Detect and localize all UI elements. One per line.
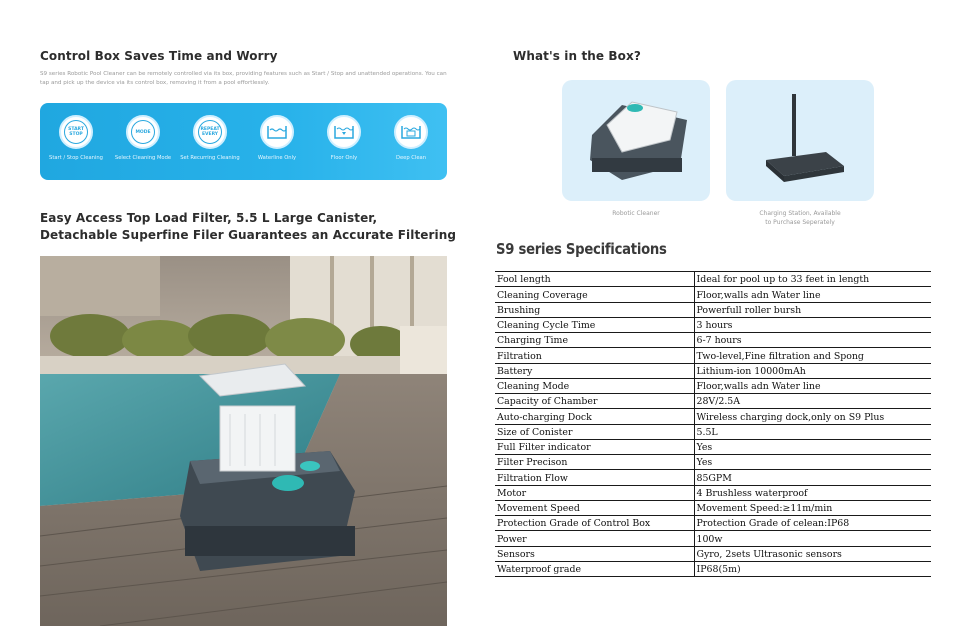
table-row — [495, 272, 931, 287]
spec-value: 28V/2.5A — [694, 394, 931, 409]
spec-key: Filter Precison — [495, 455, 694, 470]
pool-robot-photo — [40, 256, 447, 626]
table-row — [495, 439, 931, 454]
feature-label: Waterline Only — [257, 155, 297, 161]
power-icon: START STOP — [59, 115, 93, 149]
spec-value: Yes — [694, 439, 931, 454]
spec-value: Gyro, 2sets Ultrasonic sensors — [694, 546, 931, 561]
feature-label: Select Cleaning Mode — [114, 155, 172, 161]
control-box-title: Control Box Saves Time and Worry — [40, 49, 278, 63]
spec-value: Movement Speed:≥11m/min — [694, 500, 931, 515]
repeat-icon: REPEAT EVERY — [193, 115, 227, 149]
filter-title-line1: Easy Access Top Load Filter, 5.5 L Large Canister, — [40, 211, 378, 225]
spec-value: 6-7 hours — [694, 333, 931, 348]
spec-key: Sensors — [495, 546, 694, 561]
waterline-icon — [260, 115, 294, 149]
control-box-description: S9 series Robotic Pool Cleaner can be remotely controlled via its box, providing features such as Start / Stop and unattended operations. You can tap and pick up the device via its control box, removing it from a pool effortlessly. — [40, 71, 447, 86]
table-row — [495, 516, 931, 531]
spec-key: Cleaning Mode — [495, 378, 694, 393]
table-row — [495, 500, 931, 515]
mode-icon: MODE — [126, 115, 160, 149]
table-row — [495, 531, 931, 546]
feature-waterline — [244, 115, 310, 163]
spec-key: Protection Grade of Control Box — [495, 516, 694, 531]
spec-value: Ideal for pool up to 33 feet in length — [694, 272, 931, 287]
charging-station-icon — [726, 80, 874, 201]
spec-value: IP68(5m) — [694, 561, 931, 576]
robotic-cleaner-caption: Robotic Cleaner — [612, 210, 660, 217]
feature-floor — [311, 115, 377, 163]
spec-key: Waterproof grade — [495, 561, 694, 576]
feature-repeat — [177, 115, 243, 163]
filter-title-line2: Detachable Superfine Filer Guarantees an Accurate Filtering — [40, 228, 457, 242]
charging-station-caption-2: to Purchase Seperately — [765, 219, 835, 226]
table-row — [495, 546, 931, 561]
table-row — [495, 394, 931, 409]
charging-station-card — [726, 80, 874, 201]
feature-label: Start / Stop Cleaning — [49, 155, 103, 161]
table-row — [495, 470, 931, 485]
spec-key: Full Filter indicator — [495, 439, 694, 454]
table-row — [495, 378, 931, 393]
spec-key: Brushing — [495, 302, 694, 317]
spec-key: Movement Speed — [495, 500, 694, 515]
feature-start-stop — [43, 115, 109, 163]
robot-cleaner-icon — [562, 80, 710, 201]
spec-value: Yes — [694, 455, 931, 470]
spec-table — [495, 271, 931, 577]
spec-value: Powerfull roller bursh — [694, 302, 931, 317]
spec-title: S9 series Specifications — [496, 240, 667, 258]
spec-value: Floor,walls adn Water line — [694, 378, 931, 393]
table-row — [495, 363, 931, 378]
control-box-features — [40, 103, 447, 180]
spec-key: Fool length — [495, 272, 694, 287]
robotic-cleaner-card — [562, 80, 710, 201]
deep-clean-icon — [394, 115, 428, 149]
spec-value: Lithium-ion 10000mAh — [694, 363, 931, 378]
spec-key: Auto-charging Dock — [495, 409, 694, 424]
spec-value: 4 Brushless waterproof — [694, 485, 931, 500]
spec-key: Cleaning Cycle Time — [495, 317, 694, 332]
spec-key: Filtration — [495, 348, 694, 363]
spec-value: Two-level,Fine filtration and Spong — [694, 348, 931, 363]
table-row — [495, 561, 931, 576]
feature-mode — [110, 115, 176, 163]
table-row — [495, 302, 931, 317]
table-row — [495, 485, 931, 500]
spec-value: Protection Grade of celean:IP68 — [694, 516, 931, 531]
spec-key: Motor — [495, 485, 694, 500]
floor-icon — [327, 115, 361, 149]
table-row — [495, 409, 931, 424]
charging-station-caption-1: Charging Station, Available — [759, 210, 841, 217]
feature-deep-clean — [378, 115, 444, 163]
spec-value: Floor,walls adn Water line — [694, 287, 931, 302]
spec-key: Size of Conister — [495, 424, 694, 439]
feature-label: Deep Clean — [395, 155, 427, 161]
spec-value: 3 hours — [694, 317, 931, 332]
spec-key: Capacity of Chamber — [495, 394, 694, 409]
spec-key: Filtration Flow — [495, 470, 694, 485]
spec-value: 85GPM — [694, 470, 931, 485]
spec-key: Cleaning Coverage — [495, 287, 694, 302]
table-row — [495, 455, 931, 470]
spec-key: Charging Time — [495, 333, 694, 348]
table-row — [495, 317, 931, 332]
table-row — [495, 287, 931, 302]
in-box-title: What's in the Box? — [513, 49, 641, 63]
feature-label: Floor Only — [330, 155, 358, 161]
feature-label: Set Recurring Cleaning — [180, 155, 240, 161]
spec-value: 5.5L — [694, 424, 931, 439]
spec-key: Power — [495, 531, 694, 546]
table-row — [495, 424, 931, 439]
table-row — [495, 333, 931, 348]
spec-value: 100w — [694, 531, 931, 546]
table-row — [495, 348, 931, 363]
spec-value: Wireless charging dock,only on S9 Plus — [694, 409, 931, 424]
spec-key: Battery — [495, 363, 694, 378]
